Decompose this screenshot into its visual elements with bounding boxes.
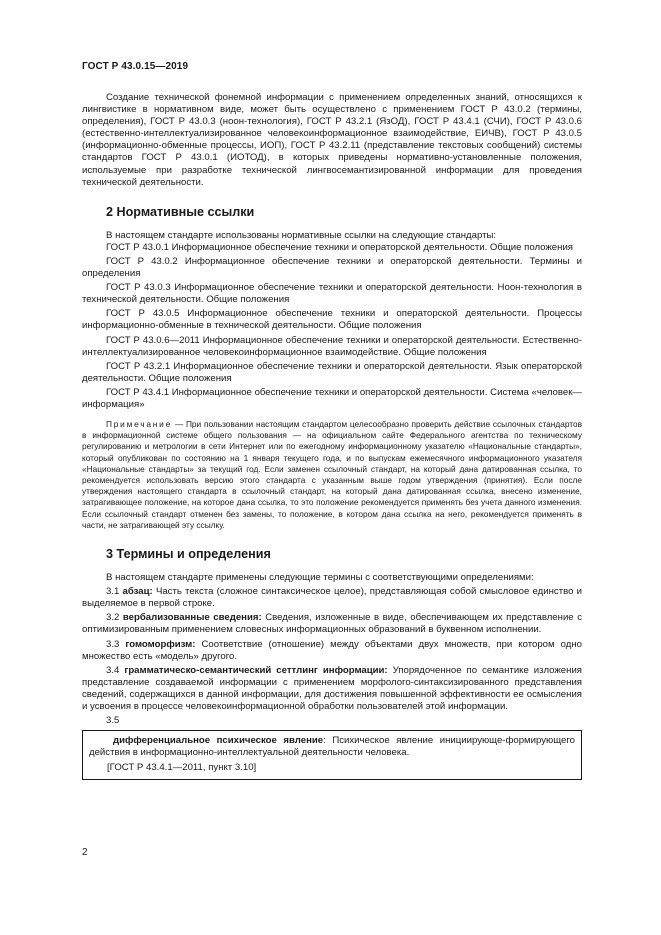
term-name: грамматическо-семантический сеттлинг информации: — [124, 664, 388, 676]
term-definition: : Психическое явление инициирующе-формирующего действия в информационно-интеллектуальной деятельности человека. — [89, 735, 575, 759]
term-name: вербализованные сведения: — [122, 612, 262, 624]
term-entry — [82, 586, 582, 610]
page-content — [82, 92, 582, 780]
quoted-term-box — [82, 730, 582, 779]
reference-item: ГОСТ Р 43.0.2 Информационное обеспечение техники и операторской деятельности. Термины и определения — [82, 255, 582, 280]
reference-item: ГОСТ Р 43.0.3 Информационное обеспечение техники и операторской деятельности. Ноон-технология в технической деятельности. Общие положения — [82, 282, 582, 306]
term-number: 3.2 — [106, 612, 123, 624]
section-3-heading: 3 Термины и определения — [106, 547, 271, 562]
section-3-lead: В настоящем стандарте применены следующие термины с соответствующими определениями: — [106, 572, 534, 584]
term-name: абзац: — [122, 586, 153, 598]
term-entry — [82, 639, 582, 663]
note-label: Примечание — [106, 419, 173, 430]
term-number: 3.3 — [106, 638, 126, 650]
reference-item: ГОСТ Р 43.0.6—2011 Информационное обеспечение техники и операторской деятельности. Естественно-интеллектуализированное человекоинформационное взаимодействие. Общие положения — [82, 334, 582, 358]
term-definition: Часть текста (сложное синтаксическое целое), представляющая собой смысловое единство и выделяемое в первой строке. — [82, 586, 582, 610]
section-2-lead: В настоящем стандарте использованы нормативные ссылки на следующие стандарты: — [106, 229, 497, 241]
term-name: дифференциальное психическое явление — [113, 735, 324, 747]
term-number-3-5: 3.5 — [106, 715, 120, 727]
term-entry — [82, 612, 582, 636]
reference-item: ГОСТ Р 43.0.1 Информационное обеспечение техники и операторской деятельности. Общие положения — [106, 241, 573, 253]
reference-item: ГОСТ Р 43.0.5 Информационное обеспечение техники и операторской деятельности. Процессы информационно-обменные в технической деятельности. Общие положения — [82, 308, 582, 332]
reference-item: ГОСТ Р 43.2.1 Информационное обеспечение техники и операторской деятельности. Язык операторской деятельности. Общие положения — [82, 360, 582, 384]
term-entry — [82, 665, 582, 713]
section-2-heading: 2 Нормативные ссылки — [106, 204, 255, 219]
term-number: 3.1 — [106, 586, 123, 598]
term-definition: Упорядоченное по семантике изложения представление создаваемой информации с применением морфолого-синтаксизированного представления сведений, содержащихся в данной информации, для достижения повышенной эффективности ее осмысления и усвоения в процессе человекоинформационной обработки пользователей этой информации. — [82, 664, 582, 713]
note-text: — При пользовании настоящим стандартом целесообразно проверить действие ссылочных стандартов в информационной системе общего пользования — на официальном сайте Федерального агентства по техническому регулированию и метрологии в сети Интернет или по ежегодному информационному указателю «Национальные стандарты», который опубликован по состоянию на 1 января текущего года, и по выпускам ежемесячного информационного указателя «Национальные стандарты» за текущий год. Если заменен ссылочный стандарт, на который дана датированная ссылка, то рекомендуется использовать версию этого стандарта с указанным выше годом утверждения (принятия). Если после утверждения настоящего стандарта в ссылочный стандарт, на который дана датированная ссылка, внесено изменение, затрагивающее положение, на которое дана ссылка, то это положение рекомендуется применять без учета данного изменения. Если ссылочный стандарт отменен без замены, то положение, в котором дана ссылка на него, рекомендуется применять в части, не затрагивающей эту ссылку. — [82, 419, 582, 530]
term-name: гомоморфизм: — [125, 638, 196, 650]
quoted-term-entry — [89, 735, 575, 759]
intro-paragraph: Создание технической фонемной информации с применением определенных знаний, относящихся к лингвистике в нормативном виде, может быть осуществлено с применением ГОСТ Р 43.0.2 (термины, определения), ГОСТ Р 43.0.3 (ноон-технология), ГОСТ Р 43.2.1 (ЯзОД), ГОСТ Р 43.4.1 (СЧИ), ГОСТ Р 43.0.6 (естественно-интеллектуализированное человекоинформационное взаимодействие, ЕИЧВ), ГОСТ Р 43.0.5 (информационно-обменные процессы, ИОП), ГОСТ Р 43.2.11 (представление текстовых сообщений) системы стандартов ГОСТ Р 43.0.1 (ИОТОД), в которых приведены нормативно-установленные положения, используемые при разработке технической лингвосемантизированной информации для проведения технической деятельности. — [82, 92, 582, 188]
note-paragraph — [82, 419, 582, 531]
reference-item: ГОСТ Р 43.4.1 Информационное обеспечение техники и операторской деятельности. Система «человек—информация» — [82, 386, 582, 410]
page-number: 2 — [82, 847, 88, 858]
running-header: ГОСТ Р 43.0.15—2019 — [82, 61, 189, 72]
term-definition: Сведения, изложенные в виде, обеспечивающем их представление с оптимизированным применением словесных информационных образований в буквенном исполнении. — [82, 612, 582, 636]
term-number: 3.4 — [106, 664, 125, 676]
term-source-reference: [ГОСТ Р 43.4.1—2011, пункт 3.10] — [107, 762, 257, 774]
term-definition: Соответствие (отношение) между объектами двух множеств, при котором одно множество есть «модель» другого. — [82, 638, 582, 662]
